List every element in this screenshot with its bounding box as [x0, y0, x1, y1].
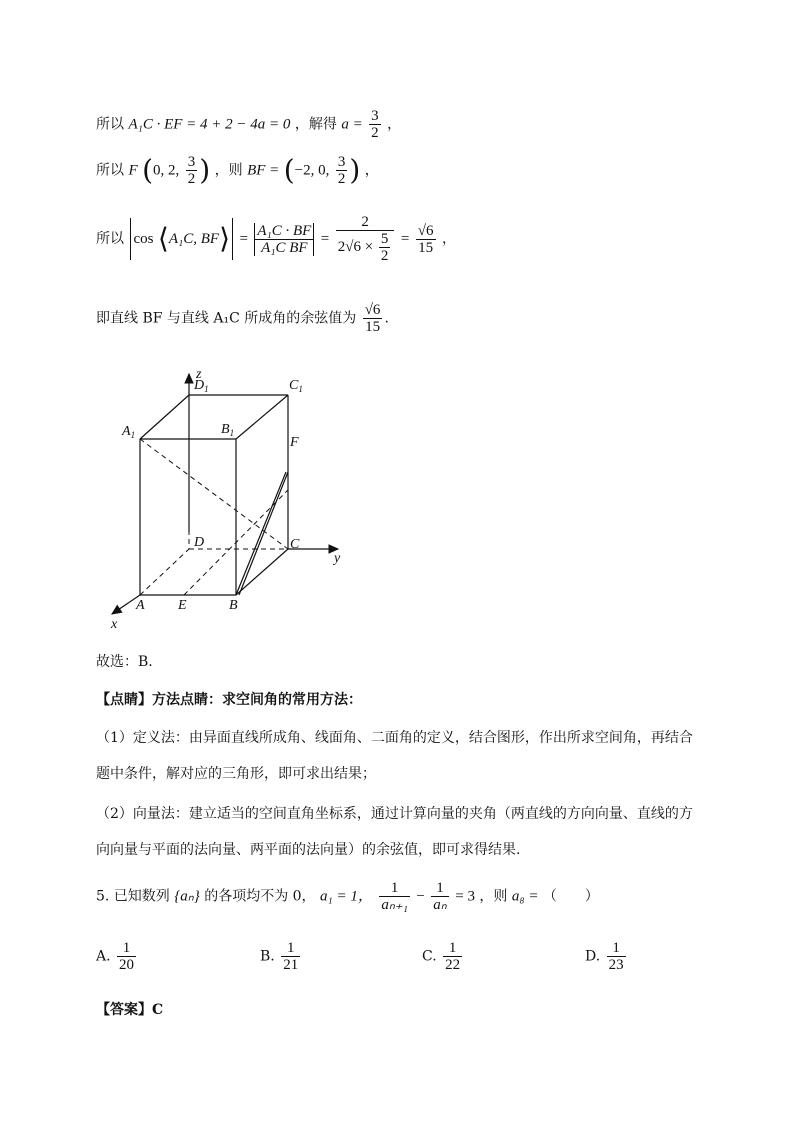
- solution-line-3: [96, 214, 456, 264]
- numerator: √6: [417, 222, 434, 239]
- numerator: 1: [443, 940, 462, 957]
- equals: =: [239, 231, 248, 247]
- dot-product-expression: A₁C · EF = 4 + 2 − 4a = 0: [128, 116, 291, 133]
- fraction-dot-over-norms: [254, 223, 314, 256]
- answer-choice-line: 故选：B.: [96, 654, 153, 670]
- numerator: 3: [337, 154, 346, 170]
- option-label: D.: [585, 948, 601, 965]
- numerator: 1: [379, 880, 410, 897]
- comment-p1b: 题中条件，解对应的三角形，即可求出结果；: [96, 766, 376, 782]
- equals: =: [320, 231, 330, 247]
- option-d[interactable]: [585, 940, 628, 973]
- numerator: 1: [281, 940, 300, 957]
- denominator: 20: [119, 957, 135, 973]
- suffix: .: [384, 310, 389, 327]
- solution-line-2: [96, 154, 379, 187]
- sub: 1: [130, 430, 136, 440]
- denominator: 2: [371, 125, 379, 141]
- coords: 0, 2,: [153, 162, 180, 179]
- label-x: x: [111, 617, 118, 632]
- minus: −: [416, 888, 425, 905]
- fraction: [369, 108, 381, 141]
- denominator: aₙ₊₁: [381, 897, 408, 913]
- label-y: y: [334, 551, 341, 566]
- a1-letter: A: [122, 424, 131, 439]
- c1-letter: C: [289, 378, 299, 393]
- equals: =: [400, 231, 410, 247]
- segment-bf: [236, 472, 286, 595]
- right-angle: ⟩: [219, 222, 230, 255]
- suffix: ，: [441, 231, 456, 247]
- numerator: 1: [117, 940, 136, 957]
- question-5: [96, 880, 599, 913]
- option-fraction: [281, 940, 300, 973]
- fraction: [336, 154, 348, 187]
- option-c[interactable]: [422, 940, 464, 973]
- mid-text: ，解得: [294, 116, 337, 133]
- sub: 1: [298, 384, 303, 394]
- label-c: C: [290, 537, 300, 552]
- mid-text: ，则: [479, 888, 508, 905]
- label-b: B: [229, 598, 238, 613]
- conclusion-text: 即直线 BF 与直线 A₁C 所成角的余弦值为: [96, 310, 357, 327]
- right-paren: ): [349, 153, 361, 187]
- comment-title: 【点睛】方法点睛：求空间角的常用方法：: [96, 692, 362, 708]
- option-fraction: [607, 940, 626, 973]
- numerator: 1: [607, 940, 626, 957]
- numerator: A₁C · BF: [257, 222, 312, 239]
- variable: a =: [341, 116, 363, 133]
- b1-letter: B: [221, 422, 230, 437]
- numerator: 5: [380, 231, 389, 247]
- sequence: {aₙ}: [174, 888, 200, 905]
- label-a1: [121, 424, 135, 440]
- numerator: 2: [336, 214, 395, 231]
- edge-a-d: [140, 549, 189, 595]
- sub: 1: [229, 428, 235, 438]
- edge-b1-c1: [236, 395, 288, 439]
- prefix: 所以: [96, 231, 124, 247]
- denominator: [336, 231, 395, 264]
- fraction-result: [363, 302, 383, 335]
- equals-three: = 3: [455, 888, 475, 905]
- suffix: ，: [387, 116, 402, 133]
- abs-bar: [232, 218, 233, 260]
- prefix: 所以: [96, 116, 124, 133]
- label-c1: [289, 378, 303, 394]
- cube-figure: [96, 362, 356, 632]
- coords: −2, 0,: [294, 162, 330, 179]
- numerator: 3: [371, 108, 379, 124]
- denominator: 21: [283, 957, 299, 973]
- abs-bar: [130, 218, 131, 260]
- fraction-result: [416, 223, 436, 256]
- denominator: 15: [365, 319, 381, 335]
- denominator: 2: [187, 171, 196, 187]
- right-paren: ): [199, 153, 211, 187]
- fraction-value: [336, 214, 395, 264]
- answer-blank: （ ）: [542, 888, 599, 905]
- denominator: A₁C BF: [261, 239, 308, 256]
- comment-p1a: （1）定义法：由异面直线所成角、线面角、二面角的定义，结合图形，作出所求空间角，再结合: [96, 730, 693, 746]
- edge-b-c: [236, 549, 288, 595]
- cos-label: cos: [133, 231, 154, 247]
- denominator: 15: [418, 239, 434, 256]
- mid-text: 的各项均不为 0，: [204, 888, 316, 905]
- fraction: [186, 154, 198, 187]
- label-f: F: [290, 435, 299, 450]
- option-label: B.: [260, 948, 275, 965]
- suffix: ，: [364, 162, 379, 179]
- comment-p2a: （2）向量法：建立适当的空间直角坐标系，通过计算向量的夹角（两直线的方向向量、直线的方: [96, 806, 693, 822]
- fraction: [431, 880, 448, 913]
- numerator: √6: [364, 302, 381, 318]
- denominator: 23: [608, 957, 624, 973]
- answer-label: 【答案】C: [96, 1002, 164, 1018]
- denominator: 2: [380, 248, 389, 264]
- vector-bf: BF =: [247, 162, 280, 179]
- option-b[interactable]: [260, 940, 302, 973]
- numerator: 1: [431, 880, 448, 897]
- d1-letter: D: [194, 378, 205, 393]
- solution-line-4: [96, 302, 389, 335]
- option-label: A.: [96, 948, 111, 965]
- point-label: F: [128, 162, 138, 179]
- q-prefix: 5. 已知数列: [96, 888, 170, 905]
- segment-bf-2: [239, 472, 288, 595]
- option-fraction: [443, 940, 462, 973]
- label-d: D: [194, 535, 205, 550]
- label-e: E: [178, 598, 187, 613]
- option-label: C.: [422, 948, 437, 965]
- label-a: A: [136, 598, 145, 613]
- left-angle: ⟨: [157, 222, 169, 255]
- label-b1: [221, 422, 234, 438]
- prefix: 所以: [96, 162, 124, 179]
- left-paren: (: [142, 153, 154, 187]
- fraction: [379, 880, 410, 913]
- option-fraction: [117, 940, 136, 973]
- denominator: 2: [337, 171, 346, 187]
- numerator: 3: [187, 154, 196, 170]
- a1-condition: a₁ = 1，: [320, 888, 373, 905]
- label-d1: [193, 378, 209, 394]
- inner-fraction: [379, 231, 391, 264]
- a8-label: a₈ =: [511, 888, 539, 905]
- mid-text: ，则: [214, 162, 243, 179]
- solution-line-1: [96, 108, 401, 141]
- comment-p2b: 向向量与平面的法向量、两平面的法向量）的余弦值，即可求得结果.: [96, 842, 521, 858]
- angle-vectors: A₁C, BF: [168, 231, 220, 247]
- left-paren: (: [283, 153, 295, 187]
- den-part: 2√6 ×: [337, 238, 374, 255]
- segment-a1-c: [140, 439, 288, 549]
- option-a[interactable]: [96, 940, 138, 973]
- denominator: 22: [445, 957, 461, 973]
- sub: 1: [204, 384, 209, 394]
- label-z: z: [196, 367, 202, 382]
- denominator: aₙ: [433, 897, 447, 913]
- edge-a1-d1: [140, 395, 189, 439]
